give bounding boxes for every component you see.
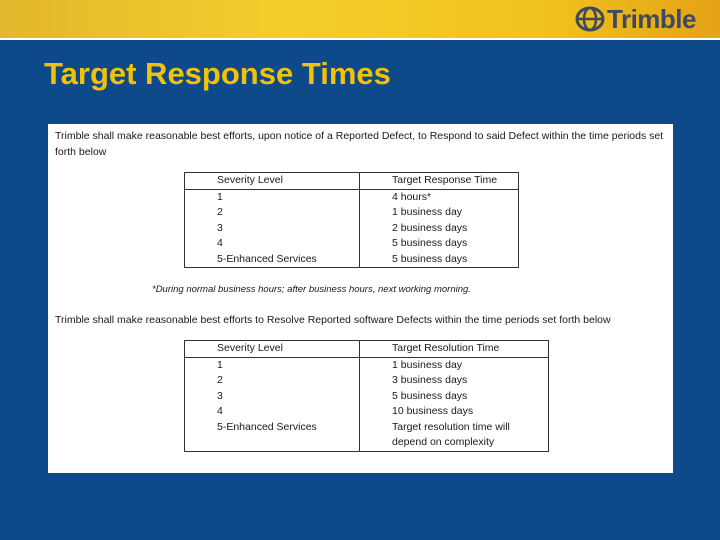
severity-cell: 1 [185, 357, 360, 373]
severity-cell: 1 [185, 189, 360, 205]
table-row [185, 252, 519, 268]
time-cell: 5 business days [360, 252, 519, 268]
column-header: Severity Level [185, 341, 360, 358]
response-footnote: *During normal business hours; after business hours, next working morning. [152, 284, 471, 295]
column-header: Target Resolution Time [360, 341, 549, 358]
time-cell: Target resolution time will depend on complexity [360, 420, 549, 452]
table-row [185, 221, 519, 237]
table-row [185, 389, 549, 405]
severity-cell: 2 [185, 373, 360, 389]
severity-cell: 5-Enhanced Services [185, 420, 360, 452]
table-row [185, 189, 519, 205]
severity-cell: 4 [185, 404, 360, 420]
column-header: Severity Level [185, 173, 360, 190]
time-cell: 10 business days [360, 404, 549, 420]
time-cell: 1 business day [360, 205, 519, 221]
table-row [185, 420, 549, 452]
severity-cell: 3 [185, 221, 360, 237]
time-cell: 3 business days [360, 373, 549, 389]
time-cell: 1 business day [360, 357, 549, 373]
table-row [185, 404, 549, 420]
globe-icon [575, 6, 605, 32]
time-cell: 5 business days [360, 389, 549, 405]
trimble-logo [575, 5, 696, 33]
response-table [184, 172, 519, 268]
table-row [185, 205, 519, 221]
resolution-paragraph: Trimble shall make reasonable best efforts to Resolve Reported software Defects within the time periods set forth below [55, 314, 611, 326]
response-paragraph: Trimble shall make reasonable best efforts, upon notice of a Reported Defect, to Respond to said Defect within the time periods set forth below [55, 130, 664, 158]
logo-text: Trimble [607, 3, 696, 34]
time-cell: 2 business days [360, 221, 519, 237]
severity-cell: 5-Enhanced Services [185, 252, 360, 268]
header-divider [0, 38, 720, 40]
slide-title: Target Response Times [44, 56, 391, 91]
document-excerpt [48, 124, 673, 473]
table-header-row [185, 173, 519, 190]
table-row [185, 236, 519, 252]
time-cell: 5 business days [360, 236, 519, 252]
table-row [185, 373, 549, 389]
table-row [185, 357, 549, 373]
time-cell: 4 hours* [360, 189, 519, 205]
severity-cell: 4 [185, 236, 360, 252]
table-header-row [185, 341, 549, 358]
severity-cell: 3 [185, 389, 360, 405]
column-header: Target Response Time [360, 173, 519, 190]
resolution-table [184, 340, 549, 452]
severity-cell: 2 [185, 205, 360, 221]
